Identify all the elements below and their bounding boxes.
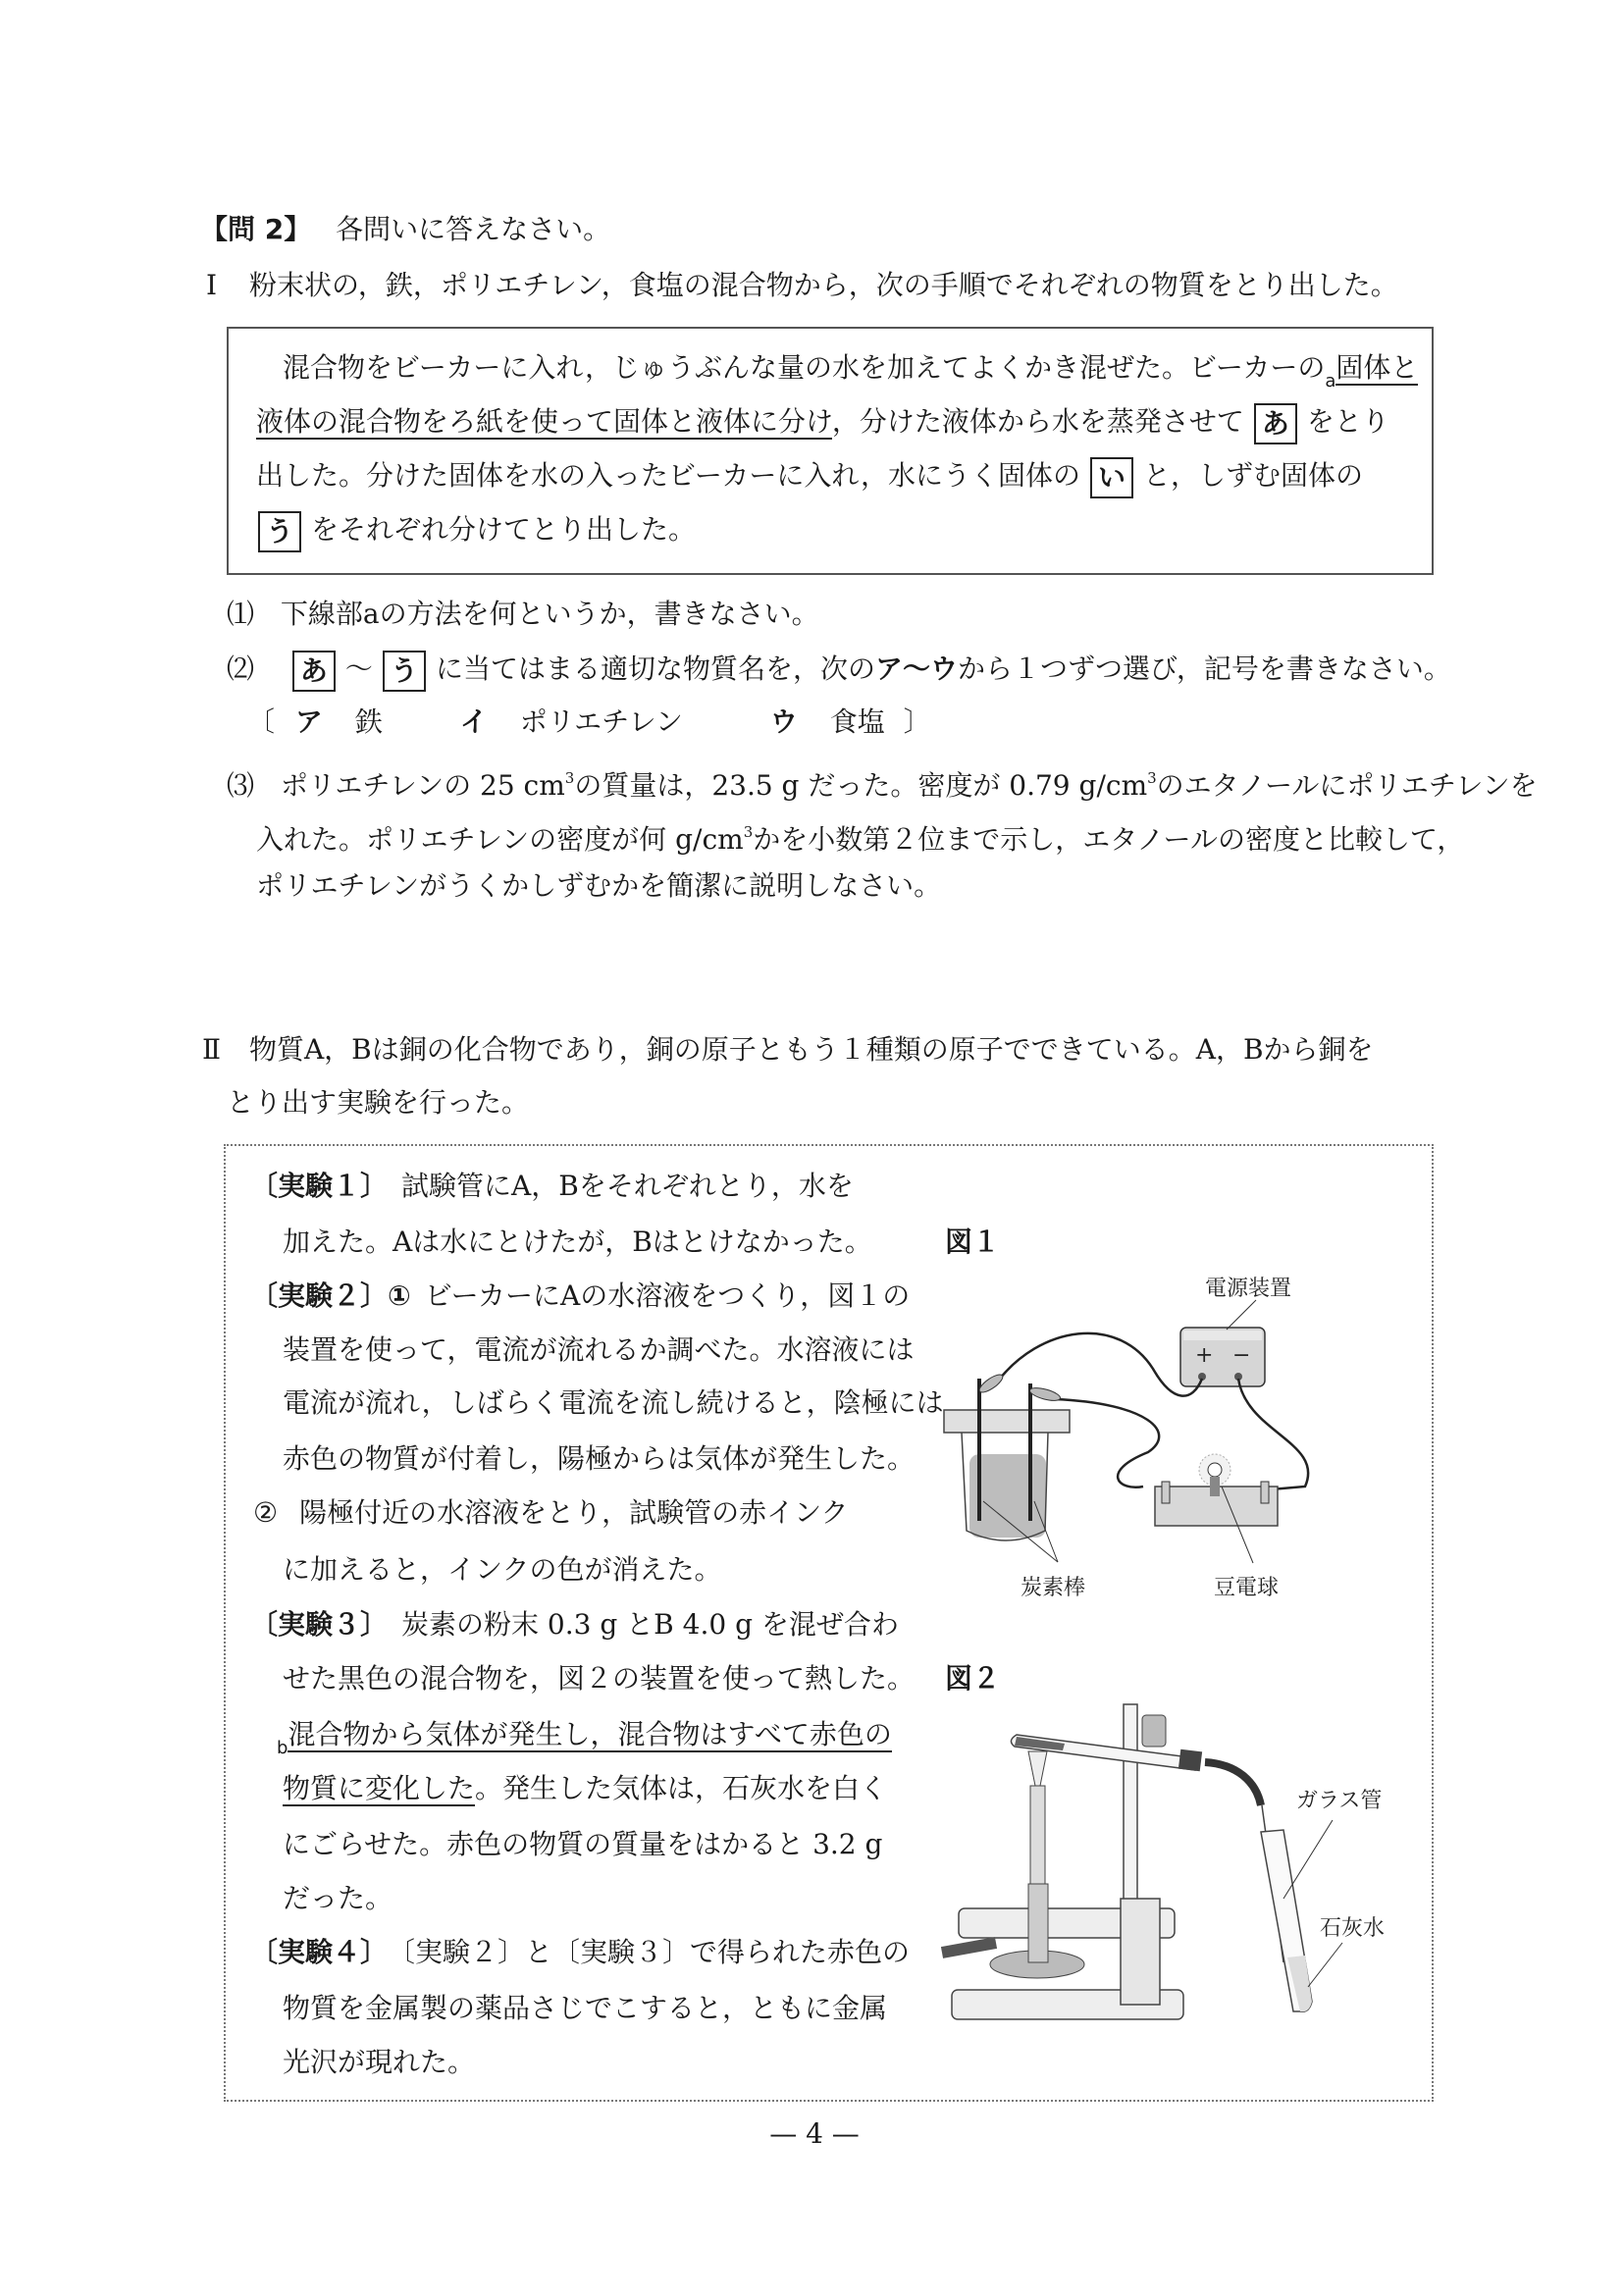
text: ，分けた液体から水を蒸発させて bbox=[831, 405, 1244, 438]
figure-2-title: 図２ bbox=[945, 1662, 1001, 1695]
plus-terminal-label: + bbox=[1195, 1343, 1214, 1368]
procedure-line-2 bbox=[256, 402, 1389, 442]
option-key: ア bbox=[294, 705, 323, 738]
underlined-b-cont: 物質に変化した bbox=[283, 1772, 476, 1804]
q-text: の質量は，23.5 g だった。密度が 0.79 g/cm bbox=[574, 769, 1148, 802]
rubber-tube bbox=[1205, 1762, 1261, 1805]
procedure-line-3 bbox=[256, 456, 1363, 496]
q-number: ⑴ bbox=[227, 598, 255, 630]
text: 混合物をビーカーに入れ，じゅうぶんな量の水を加えてよくかき混ぜた。ビーカーの bbox=[283, 351, 1326, 384]
q-text: かを小数第２位まで示し，エタノールの密度と比較して， bbox=[753, 823, 1465, 856]
part1-intro-text: 粉末状の，鉄，ポリエチレン，食塩の混合物から，次の手順でそれぞれの物質をとり出した。 bbox=[248, 269, 1398, 301]
q-number: ⑵ bbox=[227, 652, 255, 685]
beaker bbox=[944, 1372, 1070, 1540]
text: 試験管にA，Bをそれぞれとり，水を bbox=[401, 1170, 854, 1202]
part1-numeral: Ⅰ bbox=[206, 269, 218, 301]
question-2 bbox=[227, 650, 1451, 689]
bulb-board bbox=[1155, 1454, 1278, 1526]
exp-label: 〔実験２〕① bbox=[250, 1279, 411, 1312]
text: と，しずむ固体の bbox=[1143, 459, 1364, 492]
figure-1-electrolysis-apparatus bbox=[922, 1207, 1413, 1619]
power-supply bbox=[1180, 1328, 1265, 1386]
text: 出した。分けた固体を水の入ったビーカーに入れ，水にうく固体の bbox=[256, 459, 1081, 492]
choice-range: ア〜ウ bbox=[874, 652, 958, 685]
question-3-line-2 bbox=[256, 812, 1465, 856]
exp-label: 〔実験４〕 bbox=[250, 1936, 389, 1968]
text: 陽極付近の水溶液をとり，試験管の赤インク bbox=[299, 1496, 849, 1529]
question-1 bbox=[227, 595, 819, 634]
question-3-line-1 bbox=[227, 758, 1538, 802]
exp3-line-3 bbox=[277, 1715, 892, 1758]
question-instruction: 各問いに答えなさい。 bbox=[336, 213, 611, 245]
text: をとり bbox=[1306, 405, 1389, 438]
exp2-line-1 bbox=[250, 1277, 910, 1316]
procedure-line-1 bbox=[283, 348, 1419, 391]
q-text: から１つずつ選び，記号を書きなさい。 bbox=[957, 652, 1451, 685]
blank-i: い bbox=[1090, 457, 1133, 498]
question-number: 【問 2】 bbox=[200, 213, 312, 245]
answer-options bbox=[247, 703, 931, 742]
question-3-line-3: ポリエチレンがうくかしずむかを簡潔に説明しなさい。 bbox=[256, 869, 942, 902]
superscript: 3 bbox=[743, 823, 754, 841]
bulb-label: 豆電球 bbox=[1214, 1576, 1280, 1600]
underline-mark-b: b bbox=[277, 1738, 288, 1758]
figure-1-title: 図１ bbox=[945, 1226, 1001, 1258]
limewater-label: 石灰水 bbox=[1320, 1916, 1386, 1941]
part2-numeral: Ⅱ bbox=[202, 1033, 222, 1066]
text: 物質A，Bは銅の化合物であり，銅の原子ともう１種類の原子でできている。A，Bから銅を bbox=[248, 1033, 1374, 1066]
superscript: 3 bbox=[1147, 769, 1157, 787]
exp1-line-2: 加えた。Aは水にとけたが，Bはとけなかった。 bbox=[283, 1226, 872, 1258]
underlined-a-cont: 液体の混合物をろ紙を使って固体と液体に分け bbox=[256, 405, 832, 438]
figure-2-heating-apparatus bbox=[922, 1648, 1413, 2061]
option-key: イ bbox=[459, 705, 488, 738]
bracket: 〕 bbox=[903, 705, 931, 738]
exp3-line-1 bbox=[250, 1605, 899, 1644]
q-text: 入れた。ポリエチレンの密度が何 g/cm bbox=[256, 823, 744, 856]
exp2-line-2: 装置を使って，電流が流れるか調べた。水溶液には bbox=[283, 1333, 915, 1366]
exp3-line-2: せた黒色の混合物を，図２の装置を使って熱した。 bbox=[283, 1662, 916, 1695]
exp2-line-5 bbox=[253, 1493, 849, 1533]
exp2-line-3: 電流が流れ，しばらく電流を流し続けると，陰極には bbox=[283, 1386, 944, 1419]
q-text: 下線部aの方法を何というか，書きなさい。 bbox=[280, 598, 819, 630]
exp2-line-4: 赤色の物質が付着し，陽極からは気体が発生した。 bbox=[283, 1442, 916, 1475]
text: をそれぞれ分けてとり出した。 bbox=[311, 513, 697, 546]
underlined-a: 固体と bbox=[1335, 351, 1419, 384]
tilde: 〜 bbox=[344, 652, 373, 685]
step-number: ② bbox=[253, 1496, 279, 1529]
blank-u: う bbox=[258, 511, 301, 552]
part1-intro bbox=[206, 266, 1398, 305]
procedure-line-4 bbox=[248, 510, 696, 549]
text: ビーカーにAの水溶液をつくり，図１の bbox=[424, 1279, 911, 1312]
option-label: 鉄 bbox=[354, 705, 383, 738]
exp4-line-1 bbox=[250, 1933, 910, 1972]
q-text: のエタノールにポリエチレンを bbox=[1156, 769, 1538, 802]
option-label: ポリエチレン bbox=[519, 705, 683, 738]
exp2-line-6: に加えると，インクの色が消えた。 bbox=[283, 1553, 722, 1586]
blank-a: あ bbox=[1254, 403, 1297, 444]
bracket: 〔 bbox=[247, 705, 276, 738]
q-number: ⑶ bbox=[227, 769, 255, 802]
superscript: 3 bbox=[564, 769, 575, 787]
option-label: 食塩 bbox=[829, 705, 885, 738]
page-number: — 4 — bbox=[769, 2117, 860, 2150]
carbon-rod-label: 炭素棒 bbox=[1021, 1576, 1086, 1600]
minus-terminal-label: − bbox=[1232, 1343, 1251, 1368]
blank-a-ref: あ bbox=[292, 651, 336, 692]
text: 炭素の粉末 0.3 g とB 4.0 g を混ぜ合わ bbox=[401, 1608, 899, 1641]
blank-u-ref: う bbox=[383, 651, 426, 692]
part2-intro-2: とり出す実験を行った。 bbox=[227, 1086, 530, 1119]
burner bbox=[942, 1751, 1084, 1978]
exp4-line-2: 物質を金属製の薬品さじでこすると，ともに金属 bbox=[283, 1992, 888, 2024]
exp-label: 〔実験３〕 bbox=[250, 1608, 389, 1641]
q-text: ポリエチレンの 25 cm bbox=[280, 769, 565, 802]
limewater-test-tube bbox=[1261, 1805, 1312, 2011]
text: 〔実験２〕と〔実験３〕で得られた赤色の bbox=[401, 1936, 911, 1968]
underlined-b: 混合物から気体が発生し，混合物はすべて赤色の bbox=[288, 1718, 892, 1750]
q-text: に当てはまる適切な物質名を，次の bbox=[435, 652, 875, 685]
glass-tube-label: ガラス管 bbox=[1296, 1789, 1383, 1813]
exp4-line-3: 光沢が現れた。 bbox=[283, 2046, 476, 2078]
power-supply-label: 電源装置 bbox=[1205, 1277, 1292, 1301]
exp3-line-5: にごらせた。赤色の物質の質量をはかると 3.2 g bbox=[283, 1828, 883, 1860]
text: 。発生した気体は，石灰水を白く bbox=[475, 1772, 888, 1804]
exp3-line-4 bbox=[283, 1769, 887, 1808]
exp3-line-6: だった。 bbox=[283, 1882, 393, 1914]
part2-intro bbox=[202, 1030, 1374, 1070]
exp1-line-1 bbox=[250, 1167, 854, 1206]
exp-label: 〔実験１〕 bbox=[250, 1170, 389, 1202]
option-key: ウ bbox=[769, 705, 798, 738]
underline-mark-a: a bbox=[1325, 371, 1336, 391]
question-header bbox=[200, 210, 610, 249]
